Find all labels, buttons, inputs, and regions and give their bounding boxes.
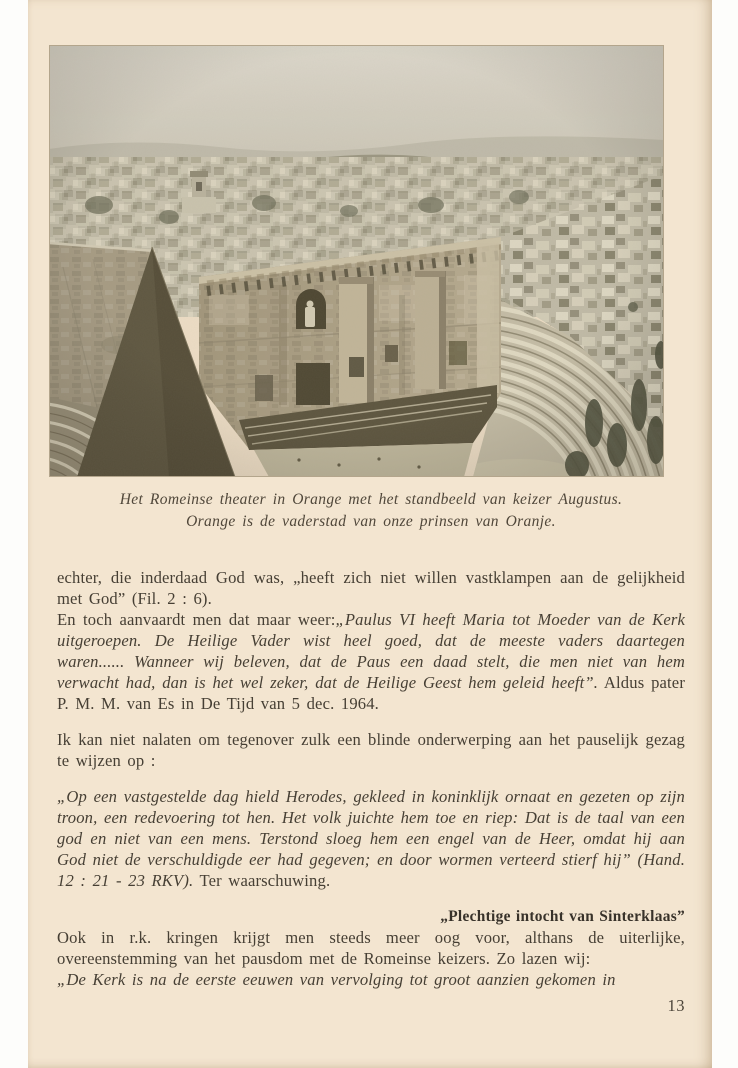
photo-roman-theater-orange <box>49 45 664 477</box>
page-number: 13 <box>667 996 685 1015</box>
caption-line-2: Orange is de vaderstad van onze prinsen van Oranje. <box>186 513 556 530</box>
body-paragraph: En toch aanvaardt men dat maar weer:„Paulus VI heeft Maria tot Moeder van de Kerk uitgeroepen. De Heilige Vader wist heel goed, dat de meeste vaders daartegen waren...... Wanneer wij beleven, dat de Paus een daad stelt, die men niet van hem verwacht had, dan is het wel zeker, dat de Heilige Geest hem geleid heeft”. Aldus pater P. M. M. van Es in De Tijd van 5 dec. 1964. <box>57 610 685 713</box>
section-heading: „Plechtige intocht van Sinterklaas” <box>440 908 685 925</box>
body-paragraph: „De Kerk is na de eerste eeuwen van vervolging tot groot aanzien gekomen in <box>57 970 616 989</box>
body-paragraph: Ook in r.k. kringen krijgt men steeds meer oog voor, althans de uiterlijke, overeenstemming van het pausdom met de Romeinse keizers. Zo lazen wij: <box>57 928 685 968</box>
body-paragraph: Ik kan niet nalaten om tegenover zulk een blinde onderwerping aan het pauselijk gezag te wijzen op : <box>57 730 685 770</box>
photo-caption <box>57 489 685 533</box>
book-page <box>28 0 712 1068</box>
text-block <box>57 567 685 990</box>
body-paragraph: „Op een vastgestelde dag hield Herodes, gekleed in koninklijk ornaat en gezeten op zijn troon, een redevoering tot hen. Het volk juichte hem toe en riep: Dat is de taal van een god en niet van een mens. Terstond sloeg hem een engel van de Heer, omdat hij aan God niet de verschuldigde eer had gegeven; en door wormen verteerd stierf hij” (Hand. 12 : 21 - 23 RKV). Ter waarschuwing. <box>57 787 685 890</box>
caption-line-1: Het Romeinse theater in Orange met het standbeeld van keizer Augustus. <box>119 491 623 508</box>
body-paragraph: echter, die inderdaad God was, „heeft zich niet willen vastklampen aan de gelijkheid met God” (Fil. 2 : 6). <box>57 568 685 608</box>
theater-photo-graphic <box>49 45 664 477</box>
